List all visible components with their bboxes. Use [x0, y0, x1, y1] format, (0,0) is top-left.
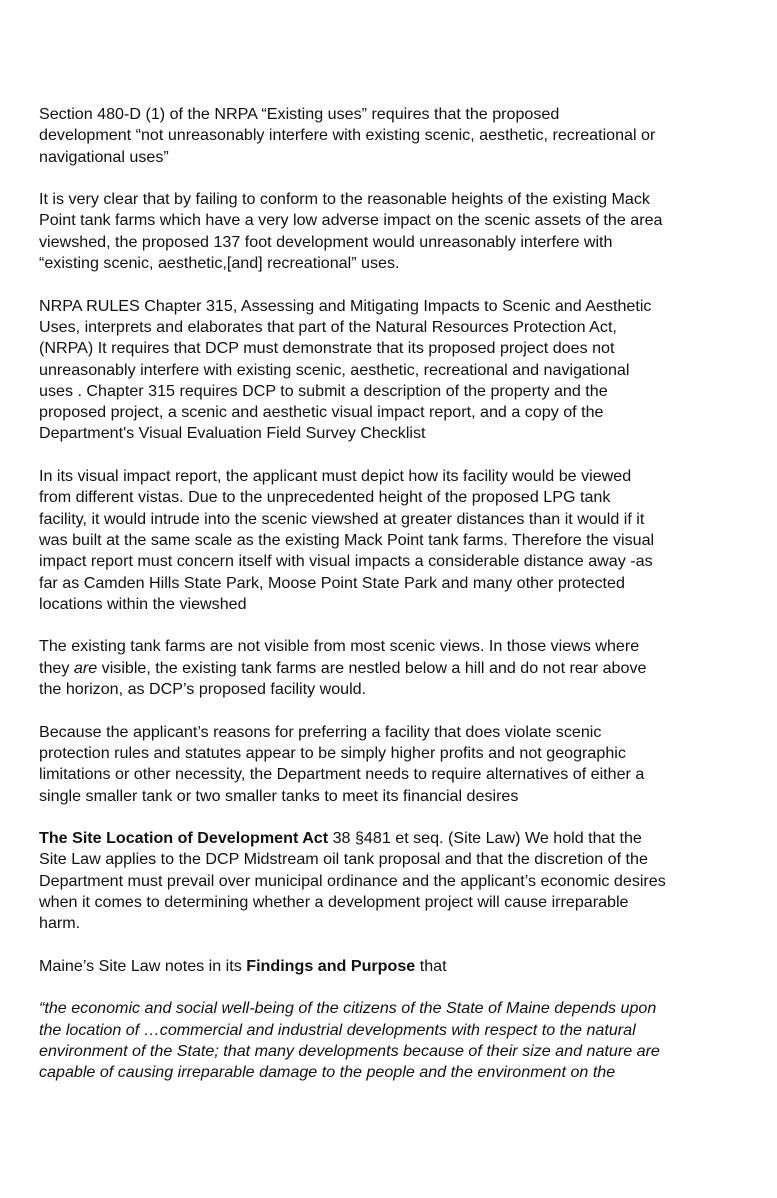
- text-line: single smaller tank or two smaller tanks to meet its financial desires: [39, 786, 519, 805]
- text-line: Department's Visual Evaluation Field Survey Checklist: [39, 424, 426, 443]
- text-line: proposed project, a scenic and aesthetic visual impact report, and a copy of the: [39, 403, 604, 422]
- text-line: facility, it would intrude into the scenic viewshed at greater distances than it would if it: [39, 509, 645, 528]
- text-line: harm.: [39, 914, 81, 933]
- document-page: [39, 104, 759, 1105]
- text-line: [39, 658, 759, 679]
- text-run: Maine’s Site Law notes in its: [39, 956, 247, 975]
- text-line: In its visual impact report, the applicant must depict how its facility would be viewed: [39, 467, 632, 486]
- paragraph-existing-uses: [39, 104, 759, 168]
- text-line: from different vistas. Due to the unprecedented height of the proposed LPG tank: [39, 488, 611, 507]
- quote-line: “the economic and social well-being of the citizens of the State of Maine depends upon: [39, 999, 657, 1018]
- text-line: Department must prevail over municipal ordinance and the applicant’s economic desires: [39, 871, 666, 890]
- text-line: Section 480-D (1) of the NRPA “Existing uses” requires that the proposed: [39, 105, 560, 123]
- text-line: Site Law applies to the DCP Midstream oil tank proposal and that the discretion of the: [39, 850, 648, 869]
- bold-heading: The Site Location of Development Act: [39, 829, 329, 848]
- text-line: Uses, interprets and elaborates that part of the Natural Resources Protection Act,: [39, 317, 617, 336]
- text-line: [39, 956, 759, 977]
- italic-emphasis: are: [73, 658, 98, 677]
- paragraph-existing-tank-farms: [39, 636, 759, 700]
- text-run: visible, the existing tank farms are nestled below a hill and do not rear above: [97, 658, 647, 677]
- paragraph-mack-point: [39, 189, 759, 274]
- paragraph-nrpa-rules: [39, 296, 759, 445]
- quote-line: the location of …commercial and industrial developments with respect to the natural: [39, 1020, 636, 1039]
- text-line: when it comes to determining whether a development project will cause irreparable: [39, 892, 629, 911]
- text-line: Because the applicant’s reasons for preferring a facility that does violate scenic: [39, 722, 602, 741]
- text-line: protection rules and statutes appear to be simply higher profits and not geographic: [39, 743, 626, 762]
- paragraph-alternatives: [39, 722, 759, 807]
- text-line: The existing tank farms are not visible from most scenic views. In those views where: [39, 637, 640, 656]
- text-line: viewshed, the proposed 137 foot development would unreasonably interfere with: [39, 232, 613, 251]
- text-run: that: [415, 956, 447, 975]
- bold-emphasis: Findings and Purpose: [246, 956, 416, 975]
- text-line: was built at the same scale as the existing Mack Point tank farms. Therefore the visual: [39, 530, 655, 549]
- text-line: [39, 828, 759, 849]
- quote-line: capable of causing irreparable damage to the people and the environment on the: [39, 1063, 616, 1082]
- text-run: they: [39, 658, 74, 677]
- text-line: (NRPA) It requires that DCP must demonstrate that its proposed project does not: [39, 339, 615, 358]
- text-line: navigational uses”: [39, 147, 169, 166]
- text-line: NRPA RULES Chapter 315, Assessing and Mitigating Impacts to Scenic and Aesthetic: [39, 296, 652, 315]
- text-line: development “not unreasonably interfere with existing scenic, aesthetic, recreational or: [39, 126, 656, 145]
- text-line: uses . Chapter 315 requires DCP to submit a description of the property and the: [39, 381, 608, 400]
- text-line: It is very clear that by failing to conform to the reasonable heights of the existing Mack: [39, 190, 650, 209]
- paragraph-site-law: [39, 828, 759, 934]
- paragraph-quote: [39, 998, 759, 1083]
- text-line: impact report must concern itself with visual impacts a considerable distance away -as: [39, 552, 653, 571]
- text-line: the horizon, as DCP’s proposed facility would.: [39, 680, 367, 699]
- text-line: limitations or other necessity, the Department needs to require alternatives of either a: [39, 765, 645, 784]
- paragraph-visual-impact: [39, 466, 759, 615]
- text-line: locations within the viewshed: [39, 594, 247, 613]
- paragraph-findings: [39, 956, 759, 977]
- text-line: unreasonably interfere with existing scenic, aesthetic, recreational and navigational: [39, 360, 630, 379]
- text-run: 38 §481 et seq. (Site Law) We hold that the: [328, 829, 642, 848]
- text-line: Point tank farms which have a very low adverse impact on the scenic assets of the area: [39, 211, 663, 230]
- quote-line: environment of the State; that many developments because of their size and nature are: [39, 1042, 660, 1061]
- text-line: far as Camden Hills State Park, Moose Point State Park and many other protected: [39, 573, 625, 592]
- text-line: “existing scenic, aesthetic,[and] recreational” uses.: [39, 254, 400, 273]
